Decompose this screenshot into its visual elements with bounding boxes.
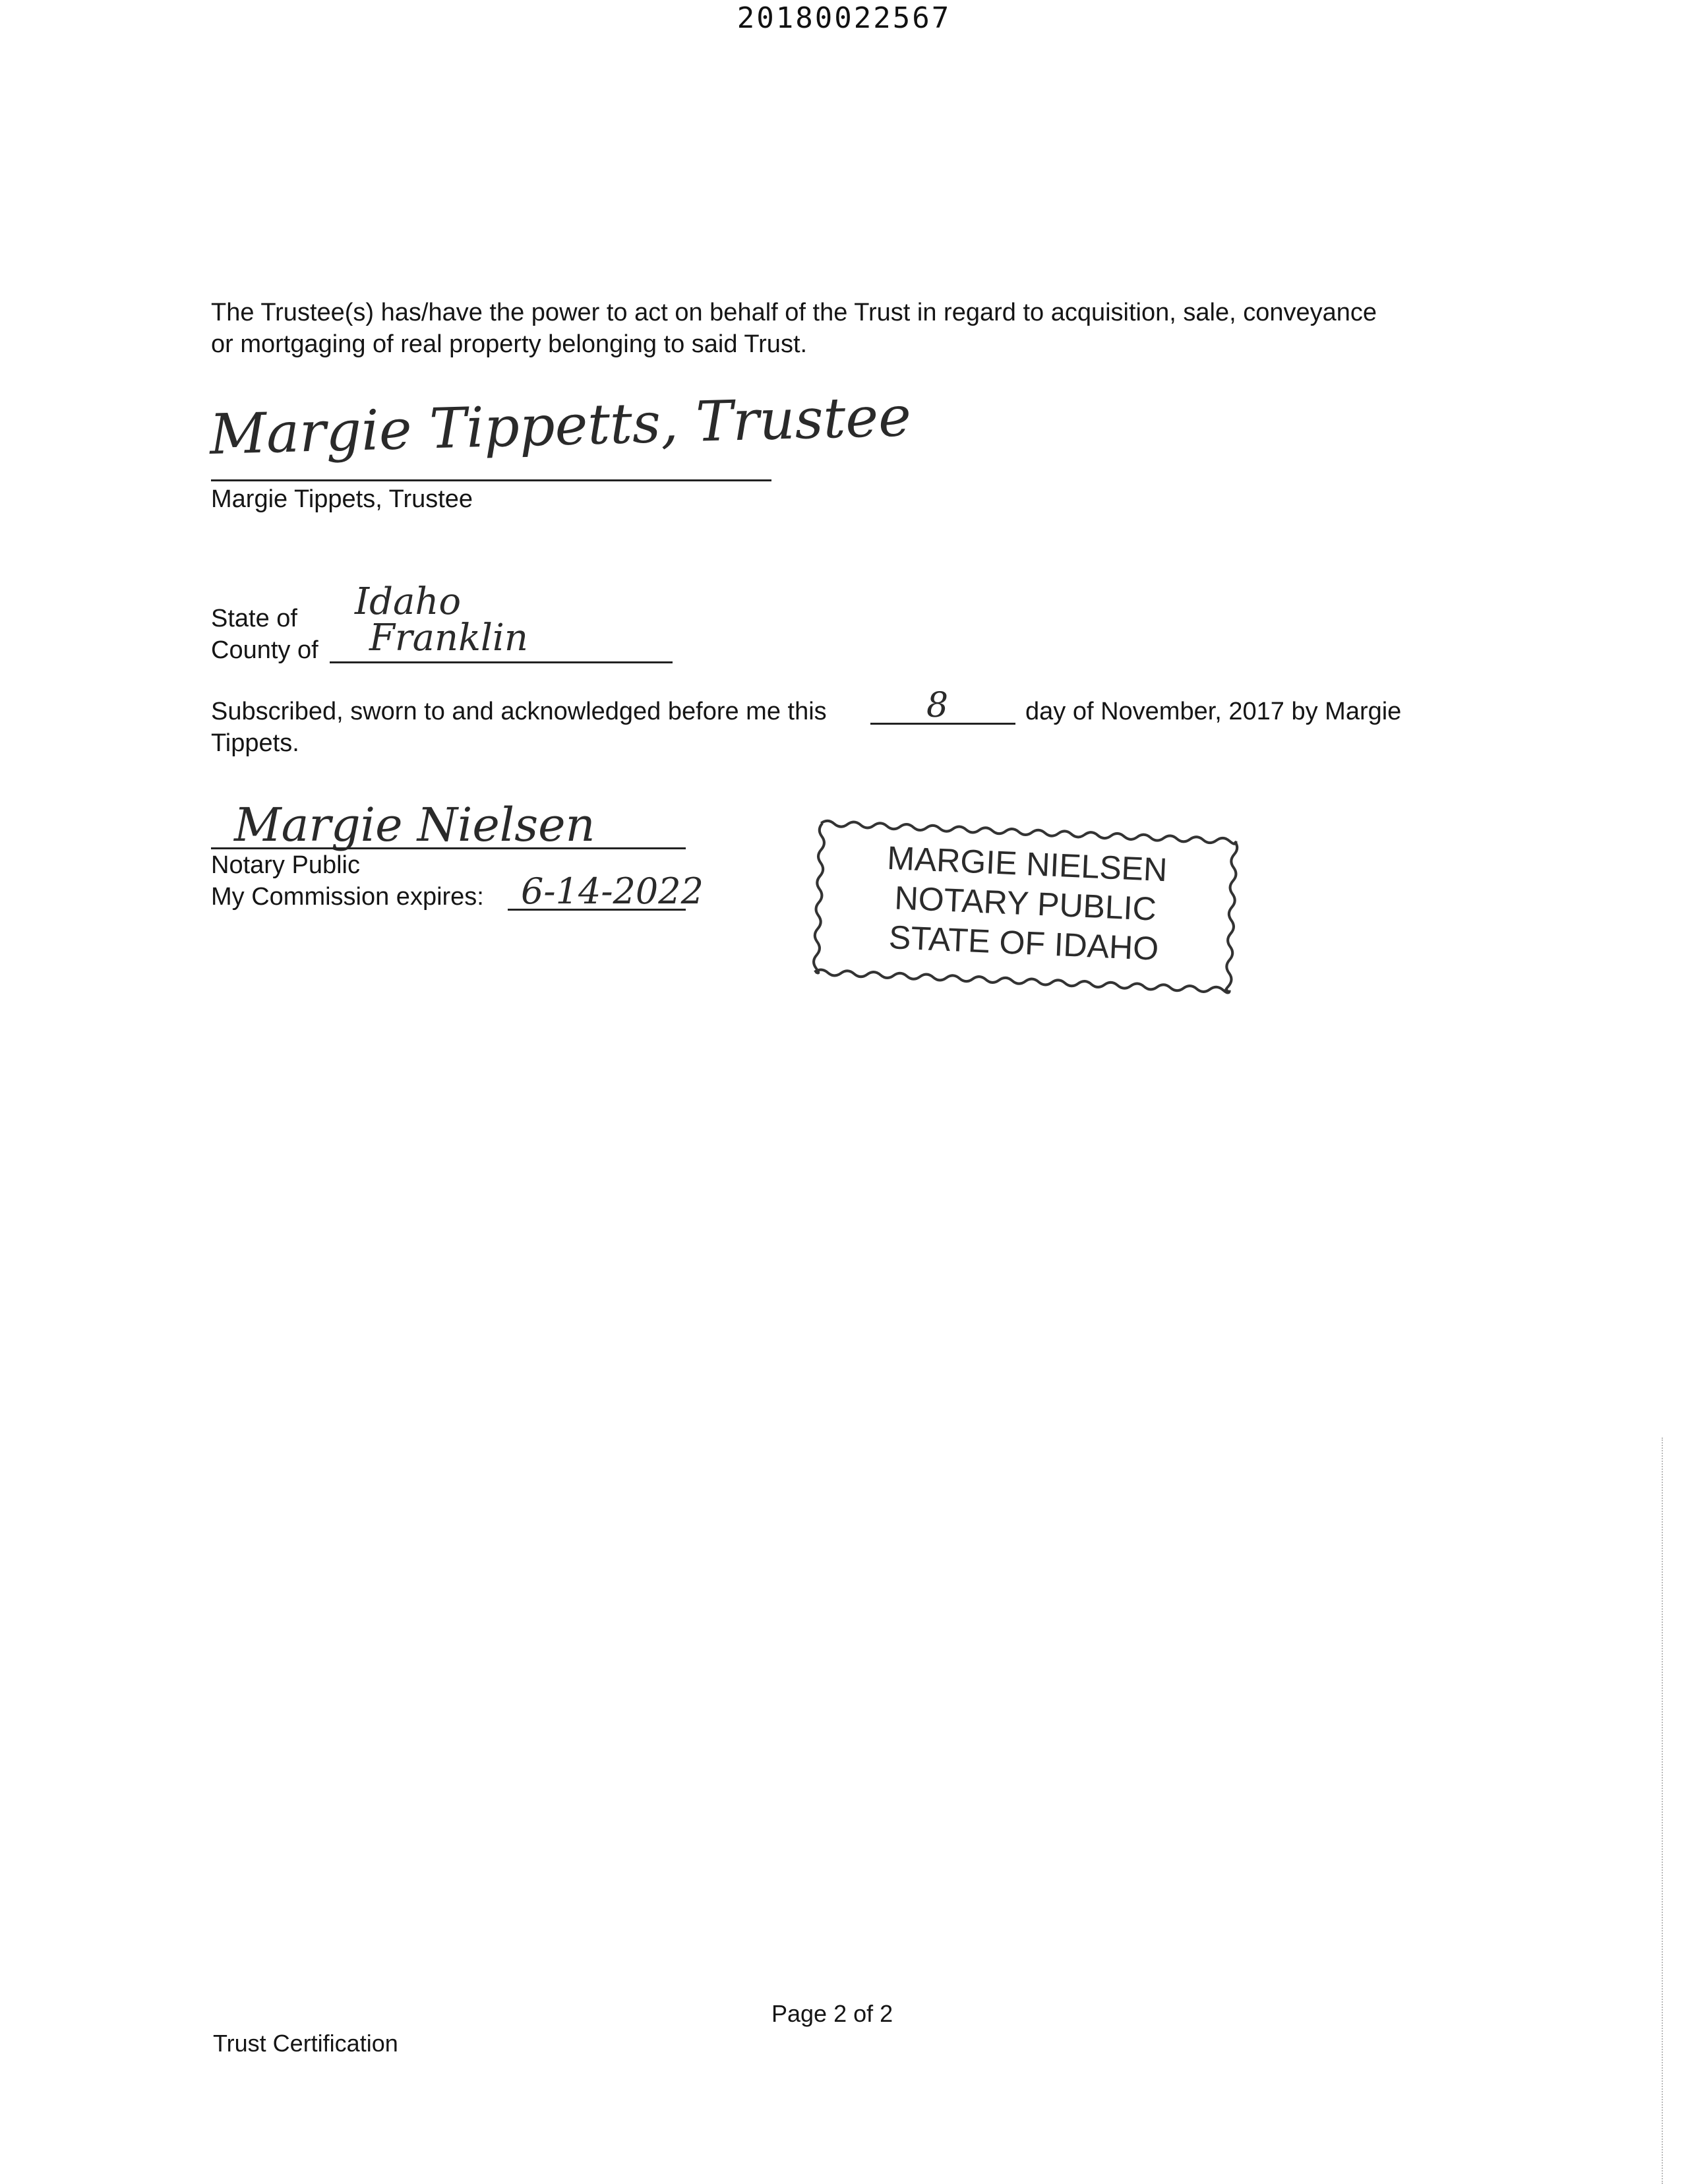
trustee-signature-line [211, 479, 771, 481]
trustee-handwritten-signature: Margie Tippetts, Trustee [208, 384, 912, 467]
recording-number: 20180022567 [737, 1, 951, 35]
scan-edge-artifact [1662, 1438, 1663, 2184]
state-handwritten-value: Idaho [355, 580, 462, 623]
stamp-line-1: MARGIE NIELSEN [886, 839, 1168, 889]
footer-document-title: Trust Certification [213, 2030, 398, 2057]
day-handwritten-value: 8 [926, 686, 949, 725]
county-handwritten-value: Franklin [369, 617, 528, 659]
acknowledgment-text-line-2: Tippets. [211, 729, 299, 757]
page-number: Page 2 of 2 [771, 2000, 893, 2027]
trustee-printed-name: Margie Tippets, Trustee [211, 485, 473, 513]
commission-handwritten-date: 6-14-2022 [521, 870, 704, 912]
county-label: County of [211, 636, 318, 664]
stamp-line-2: NOTARY PUBLIC [893, 879, 1157, 928]
state-label: State of [211, 605, 297, 632]
stamp-line-3: STATE OF IDAHO [888, 919, 1160, 967]
commission-label: My Commission expires: [211, 883, 484, 911]
notary-handwritten-signature: Margie Nielsen [234, 798, 595, 852]
trustee-power-line-2: or mortgaging of real property belonging to said Trust. [211, 330, 808, 358]
acknowledgment-text-after: day of November, 2017 by Margie [1025, 698, 1402, 725]
notary-stamp [808, 815, 1243, 998]
acknowledgment-text-before: Subscribed, sworn to and acknowledged before me this [211, 698, 827, 725]
notary-title: Notary Public [211, 851, 360, 879]
trustee-power-line-1: The Trustee(s) has/have the power to act on behalf of the Trust in regard to acquisition, sale, conveyance [211, 299, 1377, 326]
county-line [330, 661, 673, 663]
